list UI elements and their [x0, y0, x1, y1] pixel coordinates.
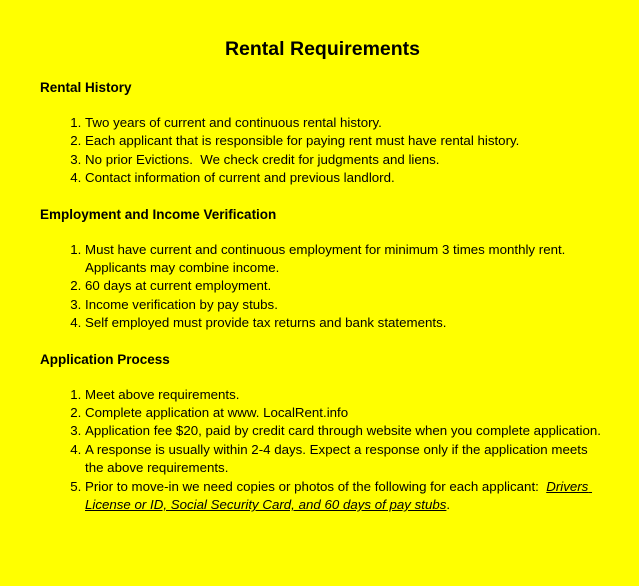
list-item: [85, 404, 605, 422]
item-text: Must have current and continuous employment for minimum 3 times monthly rent. Applicants may combine income.: [85, 241, 569, 276]
item-text: Contact information of current and previous landlord.: [85, 170, 395, 186]
item-text: Complete application at www. LocalRent.info: [85, 405, 349, 421]
list-item: [85, 441, 605, 478]
list-item: [85, 277, 605, 295]
list-item: [85, 132, 605, 150]
sections-container: [40, 79, 605, 515]
section: [40, 351, 605, 515]
section-list: [40, 241, 605, 333]
list-item: [85, 386, 605, 404]
item-text: No prior Evictions. We check credit for judgments and liens.: [85, 151, 440, 167]
item-text: .: [446, 497, 451, 513]
list-item: [85, 151, 605, 169]
list-item: [85, 296, 605, 314]
section-list: [40, 114, 605, 188]
section: [40, 206, 605, 333]
emphasized-text: Drivers License or ID, Social Security Card, and 60 days of pay stubs: [85, 478, 593, 513]
item-text: 60 days at current employment.: [85, 278, 272, 294]
item-text: Self employed must provide tax returns and bank statements.: [85, 315, 447, 331]
item-text: Two years of current and continuous rental history.: [85, 115, 382, 130]
list-item: [85, 169, 605, 187]
item-text: Application fee $20, paid by credit card through website when you complete application.: [85, 423, 601, 439]
section: [40, 79, 605, 188]
section-heading: Application Process: [40, 351, 170, 367]
item-text: A response is usually within 2-4 days. Expect a response only if the application meets the above requirements.: [85, 441, 592, 476]
list-item: [85, 478, 605, 515]
section-heading: Employment and Income Verification: [40, 206, 277, 222]
list-item: [85, 422, 605, 440]
list-item: [85, 114, 605, 132]
list-item: [85, 241, 605, 278]
page-title: Rental Requirements: [224, 38, 421, 60]
item-text: Meet above requirements.: [85, 386, 240, 402]
section-list: [40, 386, 605, 515]
item-text: Prior to move-in we need copies or photos of the following for each applicant:: [85, 478, 547, 494]
section-heading: Rental History: [40, 80, 132, 95]
item-text: Income verification by pay stubs.: [85, 296, 278, 312]
list-item: [85, 314, 605, 332]
item-text: Each applicant that is responsible for paying rent must have rental history.: [85, 133, 520, 149]
